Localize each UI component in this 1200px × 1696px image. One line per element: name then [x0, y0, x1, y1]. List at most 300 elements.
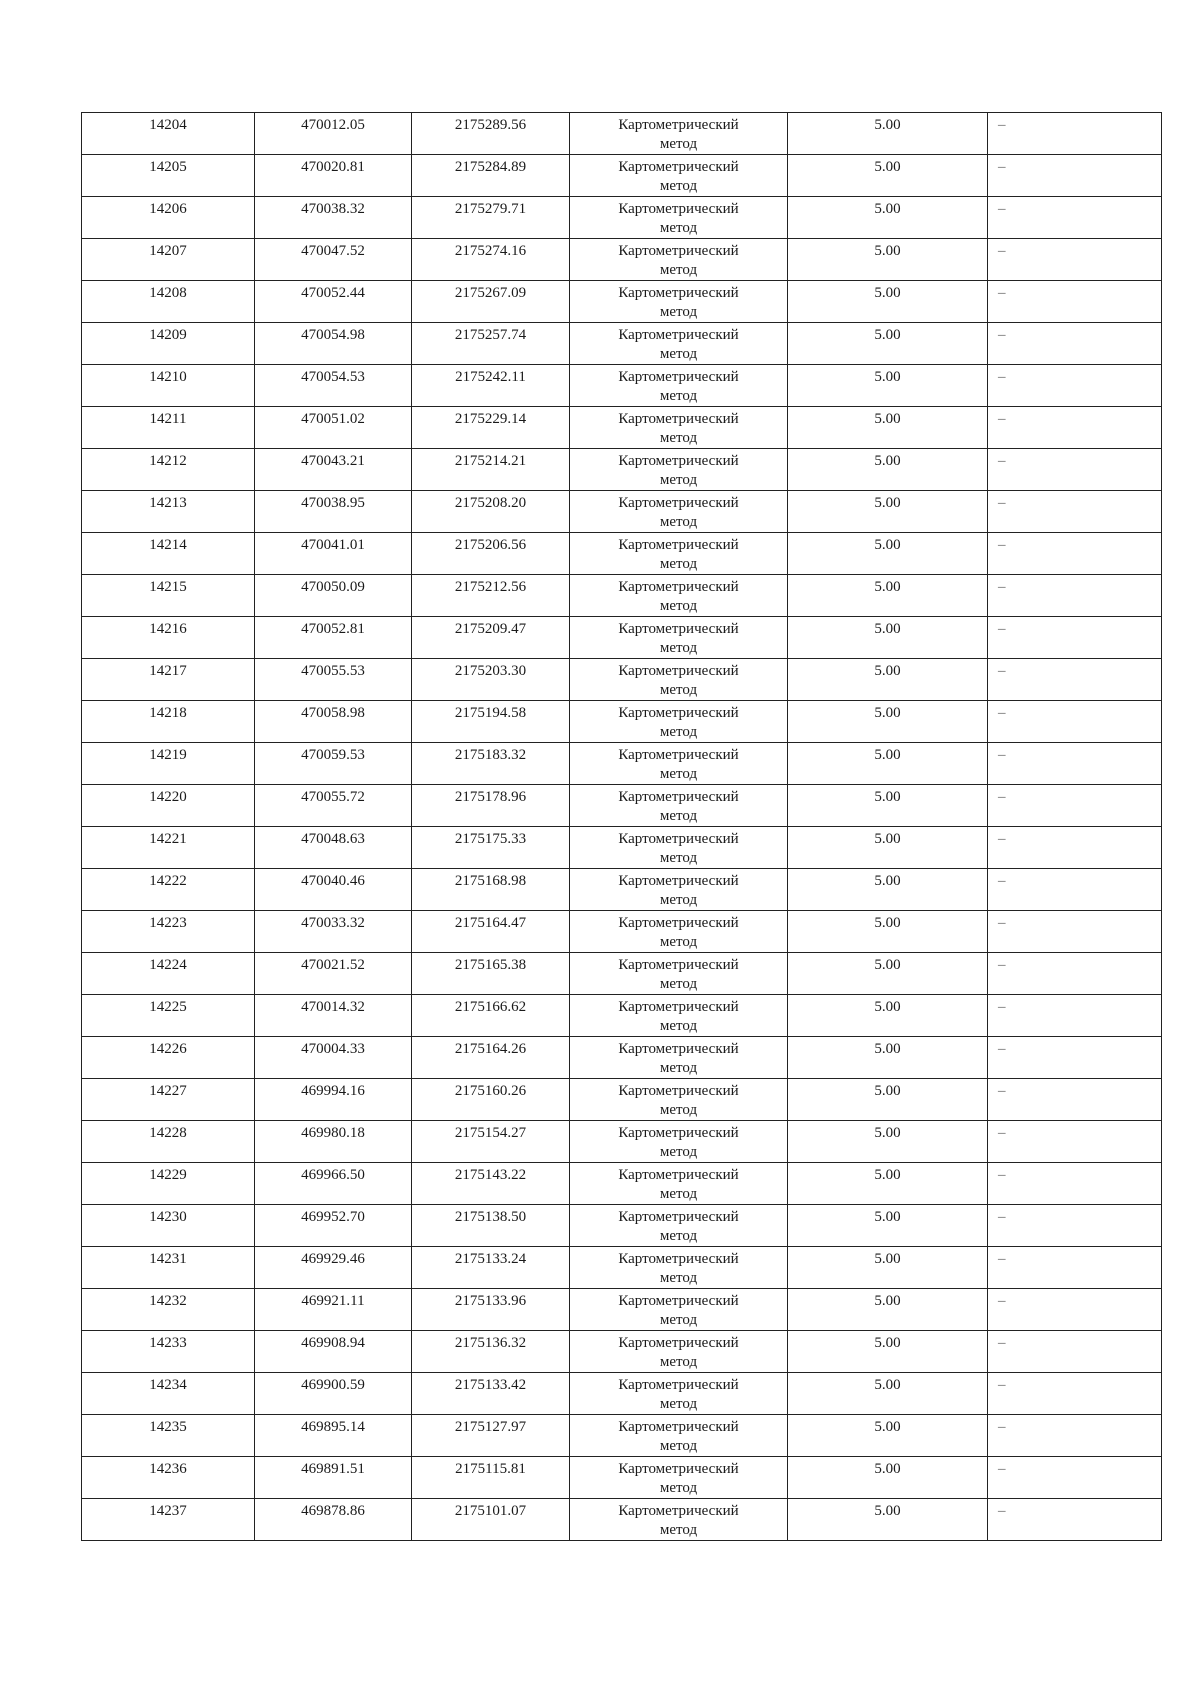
precision-cell: 5.00: [788, 1079, 988, 1121]
method-line-2: метод: [659, 1270, 698, 1286]
point-number-cell: 14223: [82, 911, 255, 953]
x-coordinate-cell: 470038.95: [255, 491, 412, 533]
method-cell: [570, 617, 788, 659]
note-cell: –: [988, 323, 1162, 365]
point-number-cell: 14212: [82, 449, 255, 491]
y-coordinate-cell: 2175257.74: [412, 323, 570, 365]
table-row: [82, 785, 1162, 827]
y-coordinate-cell: 2175289.56: [412, 113, 570, 155]
method-cell: [570, 1415, 788, 1457]
method-cell: [570, 1121, 788, 1163]
method-line-1: Картометрический: [618, 1293, 739, 1309]
method-line-2: метод: [659, 724, 698, 740]
method-cell: [570, 1037, 788, 1079]
table-row: [82, 449, 1162, 491]
note-cell: –: [988, 533, 1162, 575]
method-line-1: Картометрический: [618, 285, 739, 301]
method-line-2: метод: [659, 850, 698, 866]
precision-cell: 5.00: [788, 743, 988, 785]
method-line-1: Картометрический: [618, 873, 739, 889]
y-coordinate-cell: 2175214.21: [412, 449, 570, 491]
method-line-1: Картометрический: [618, 201, 739, 217]
precision-cell: 5.00: [788, 617, 988, 659]
precision-cell: 5.00: [788, 1457, 988, 1499]
y-coordinate-cell: 2175203.30: [412, 659, 570, 701]
y-coordinate-cell: 2175178.96: [412, 785, 570, 827]
y-coordinate-cell: 2175212.56: [412, 575, 570, 617]
x-coordinate-cell: 470055.53: [255, 659, 412, 701]
table-row: [82, 1079, 1162, 1121]
y-coordinate-cell: 2175175.33: [412, 827, 570, 869]
method-cell: [570, 1163, 788, 1205]
method-line-1: Картометрический: [618, 369, 739, 385]
method-line-2: метод: [659, 1480, 698, 1496]
method-cell: [570, 449, 788, 491]
y-coordinate-cell: 2175133.24: [412, 1247, 570, 1289]
note-cell: –: [988, 1415, 1162, 1457]
note-cell: –: [988, 449, 1162, 491]
x-coordinate-cell: 469994.16: [255, 1079, 412, 1121]
point-number-cell: 14231: [82, 1247, 255, 1289]
x-coordinate-cell: 470058.98: [255, 701, 412, 743]
note-cell: –: [988, 953, 1162, 995]
precision-cell: 5.00: [788, 491, 988, 533]
precision-cell: 5.00: [788, 1205, 988, 1247]
y-coordinate-cell: 2175209.47: [412, 617, 570, 659]
precision-cell: 5.00: [788, 701, 988, 743]
x-coordinate-cell: 470020.81: [255, 155, 412, 197]
point-number-cell: 14226: [82, 1037, 255, 1079]
note-cell: –: [988, 491, 1162, 533]
method-cell: [570, 1373, 788, 1415]
table-row: [82, 1247, 1162, 1289]
point-number-cell: 14207: [82, 239, 255, 281]
method-line-2: метод: [659, 304, 698, 320]
x-coordinate-cell: 470033.32: [255, 911, 412, 953]
x-coordinate-cell: 469966.50: [255, 1163, 412, 1205]
method-cell: [570, 1289, 788, 1331]
method-line-1: Картометрический: [618, 705, 739, 721]
method-line-1: Картометрический: [618, 159, 739, 175]
method-cell: [570, 533, 788, 575]
y-coordinate-cell: 2175133.96: [412, 1289, 570, 1331]
method-line-1: Картометрический: [618, 1377, 739, 1393]
precision-cell: 5.00: [788, 1037, 988, 1079]
x-coordinate-cell: 469952.70: [255, 1205, 412, 1247]
x-coordinate-cell: 470012.05: [255, 113, 412, 155]
method-line-1: Картометрический: [618, 411, 739, 427]
precision-cell: 5.00: [788, 1121, 988, 1163]
method-line-2: метод: [659, 808, 698, 824]
note-cell: –: [988, 1499, 1162, 1541]
coordinates-table-body: [82, 113, 1162, 1541]
table-row: [82, 1373, 1162, 1415]
point-number-cell: 14217: [82, 659, 255, 701]
precision-cell: 5.00: [788, 449, 988, 491]
note-cell: –: [988, 1289, 1162, 1331]
method-line-2: метод: [659, 976, 698, 992]
method-cell: [570, 1331, 788, 1373]
method-cell: [570, 365, 788, 407]
note-cell: –: [988, 827, 1162, 869]
point-number-cell: 14237: [82, 1499, 255, 1541]
method-line-1: Картометрический: [618, 1209, 739, 1225]
table-row: [82, 701, 1162, 743]
table-row: [82, 1037, 1162, 1079]
y-coordinate-cell: 2175115.81: [412, 1457, 570, 1499]
precision-cell: 5.00: [788, 281, 988, 323]
method-line-2: метод: [659, 1144, 698, 1160]
method-line-2: метод: [659, 514, 698, 530]
x-coordinate-cell: 470047.52: [255, 239, 412, 281]
x-coordinate-cell: 469891.51: [255, 1457, 412, 1499]
precision-cell: 5.00: [788, 407, 988, 449]
method-line-1: Картометрический: [618, 621, 739, 637]
point-number-cell: 14221: [82, 827, 255, 869]
y-coordinate-cell: 2175183.32: [412, 743, 570, 785]
method-line-2: метод: [659, 388, 698, 404]
x-coordinate-cell: 470041.01: [255, 533, 412, 575]
y-coordinate-cell: 2175274.16: [412, 239, 570, 281]
table-row: [82, 1499, 1162, 1541]
table-row: [82, 995, 1162, 1037]
method-line-1: Картометрический: [618, 999, 739, 1015]
precision-cell: 5.00: [788, 1247, 988, 1289]
method-line-2: метод: [659, 1186, 698, 1202]
y-coordinate-cell: 2175168.98: [412, 869, 570, 911]
table-row: [82, 155, 1162, 197]
method-cell: [570, 323, 788, 365]
y-coordinate-cell: 2175143.22: [412, 1163, 570, 1205]
note-cell: –: [988, 659, 1162, 701]
method-cell: [570, 827, 788, 869]
note-cell: –: [988, 995, 1162, 1037]
y-coordinate-cell: 2175101.07: [412, 1499, 570, 1541]
method-line-1: Картометрический: [618, 915, 739, 931]
table-row: [82, 407, 1162, 449]
method-line-2: метод: [659, 262, 698, 278]
note-cell: –: [988, 155, 1162, 197]
method-line-2: метод: [659, 892, 698, 908]
precision-cell: 5.00: [788, 1163, 988, 1205]
note-cell: –: [988, 365, 1162, 407]
method-line-2: метод: [659, 556, 698, 572]
x-coordinate-cell: 470004.33: [255, 1037, 412, 1079]
method-line-1: Картометрический: [618, 1083, 739, 1099]
x-coordinate-cell: 469929.46: [255, 1247, 412, 1289]
point-number-cell: 14219: [82, 743, 255, 785]
point-number-cell: 14208: [82, 281, 255, 323]
y-coordinate-cell: 2175136.32: [412, 1331, 570, 1373]
table-row: [82, 617, 1162, 659]
point-number-cell: 14232: [82, 1289, 255, 1331]
method-cell: [570, 785, 788, 827]
method-cell: [570, 659, 788, 701]
method-line-1: Картометрический: [618, 1125, 739, 1141]
x-coordinate-cell: 470052.44: [255, 281, 412, 323]
x-coordinate-cell: 470050.09: [255, 575, 412, 617]
point-number-cell: 14222: [82, 869, 255, 911]
method-cell: [570, 995, 788, 1037]
note-cell: –: [988, 1373, 1162, 1415]
point-number-cell: 14210: [82, 365, 255, 407]
method-line-1: Картометрический: [618, 327, 739, 343]
y-coordinate-cell: 2175284.89: [412, 155, 570, 197]
note-cell: –: [988, 1079, 1162, 1121]
point-number-cell: 14204: [82, 113, 255, 155]
point-number-cell: 14214: [82, 533, 255, 575]
table-row: [82, 323, 1162, 365]
precision-cell: 5.00: [788, 995, 988, 1037]
method-line-1: Картометрический: [618, 1419, 739, 1435]
y-coordinate-cell: 2175208.20: [412, 491, 570, 533]
x-coordinate-cell: 470021.52: [255, 953, 412, 995]
precision-cell: 5.00: [788, 1415, 988, 1457]
table-row: [82, 953, 1162, 995]
method-line-2: метод: [659, 1396, 698, 1412]
table-row: [82, 113, 1162, 155]
precision-cell: 5.00: [788, 911, 988, 953]
precision-cell: 5.00: [788, 1331, 988, 1373]
table-row: [82, 533, 1162, 575]
method-cell: [570, 155, 788, 197]
precision-cell: 5.00: [788, 239, 988, 281]
point-number-cell: 14218: [82, 701, 255, 743]
x-coordinate-cell: 469921.11: [255, 1289, 412, 1331]
method-line-1: Картометрический: [618, 453, 739, 469]
method-cell: [570, 491, 788, 533]
table-row: [82, 911, 1162, 953]
method-cell: [570, 197, 788, 239]
x-coordinate-cell: 470054.98: [255, 323, 412, 365]
method-line-1: Картометрический: [618, 117, 739, 133]
x-coordinate-cell: 469980.18: [255, 1121, 412, 1163]
method-line-1: Картометрический: [618, 1461, 739, 1477]
y-coordinate-cell: 2175164.26: [412, 1037, 570, 1079]
table-row: [82, 197, 1162, 239]
note-cell: –: [988, 911, 1162, 953]
note-cell: –: [988, 743, 1162, 785]
x-coordinate-cell: 469878.86: [255, 1499, 412, 1541]
precision-cell: 5.00: [788, 827, 988, 869]
method-line-1: Картометрический: [618, 579, 739, 595]
method-line-2: метод: [659, 178, 698, 194]
x-coordinate-cell: 470038.32: [255, 197, 412, 239]
precision-cell: 5.00: [788, 953, 988, 995]
point-number-cell: 14225: [82, 995, 255, 1037]
precision-cell: 5.00: [788, 1373, 988, 1415]
table-row: [82, 1163, 1162, 1205]
point-number-cell: 14215: [82, 575, 255, 617]
method-line-2: метод: [659, 346, 698, 362]
note-cell: –: [988, 575, 1162, 617]
precision-cell: 5.00: [788, 1499, 988, 1541]
y-coordinate-cell: 2175229.14: [412, 407, 570, 449]
method-line-2: метод: [659, 136, 698, 152]
x-coordinate-cell: 470051.02: [255, 407, 412, 449]
table-row: [82, 491, 1162, 533]
point-number-cell: 14233: [82, 1331, 255, 1373]
table-row: [82, 1121, 1162, 1163]
method-cell: [570, 743, 788, 785]
method-line-1: Картометрический: [618, 1251, 739, 1267]
precision-cell: 5.00: [788, 1289, 988, 1331]
method-cell: [570, 407, 788, 449]
note-cell: –: [988, 1331, 1162, 1373]
table-row: [82, 281, 1162, 323]
table-row: [82, 1205, 1162, 1247]
x-coordinate-cell: 470043.21: [255, 449, 412, 491]
table-row: [82, 827, 1162, 869]
x-coordinate-cell: 469895.14: [255, 1415, 412, 1457]
method-line-1: Картометрический: [618, 1041, 739, 1057]
precision-cell: 5.00: [788, 323, 988, 365]
point-number-cell: 14220: [82, 785, 255, 827]
coordinates-table: [81, 112, 1162, 1541]
method-line-2: метод: [659, 1102, 698, 1118]
note-cell: –: [988, 1037, 1162, 1079]
method-line-2: метод: [659, 766, 698, 782]
point-number-cell: 14228: [82, 1121, 255, 1163]
method-line-2: метод: [659, 1354, 698, 1370]
point-number-cell: 14224: [82, 953, 255, 995]
note-cell: –: [988, 1247, 1162, 1289]
y-coordinate-cell: 2175160.26: [412, 1079, 570, 1121]
method-cell: [570, 911, 788, 953]
method-cell: [570, 953, 788, 995]
table-row: [82, 1331, 1162, 1373]
note-cell: –: [988, 1457, 1162, 1499]
table-row: [82, 365, 1162, 407]
table-row: [82, 1415, 1162, 1457]
precision-cell: 5.00: [788, 533, 988, 575]
table-row: [82, 1289, 1162, 1331]
method-line-1: Картометрический: [618, 957, 739, 973]
y-coordinate-cell: 2175166.62: [412, 995, 570, 1037]
x-coordinate-cell: 470054.53: [255, 365, 412, 407]
point-number-cell: 14216: [82, 617, 255, 659]
method-line-2: метод: [659, 934, 698, 950]
x-coordinate-cell: 470055.72: [255, 785, 412, 827]
x-coordinate-cell: 470052.81: [255, 617, 412, 659]
method-cell: [570, 1079, 788, 1121]
x-coordinate-cell: 469908.94: [255, 1331, 412, 1373]
x-coordinate-cell: 470059.53: [255, 743, 412, 785]
method-line-2: метод: [659, 430, 698, 446]
y-coordinate-cell: 2175206.56: [412, 533, 570, 575]
table-row: [82, 743, 1162, 785]
point-number-cell: 14211: [82, 407, 255, 449]
method-cell: [570, 1247, 788, 1289]
y-coordinate-cell: 2175242.11: [412, 365, 570, 407]
note-cell: –: [988, 281, 1162, 323]
point-number-cell: 14234: [82, 1373, 255, 1415]
table-row: [82, 575, 1162, 617]
note-cell: –: [988, 869, 1162, 911]
precision-cell: 5.00: [788, 575, 988, 617]
note-cell: –: [988, 197, 1162, 239]
point-number-cell: 14235: [82, 1415, 255, 1457]
method-cell: [570, 1499, 788, 1541]
note-cell: –: [988, 701, 1162, 743]
note-cell: –: [988, 113, 1162, 155]
point-number-cell: 14209: [82, 323, 255, 365]
y-coordinate-cell: 2175165.38: [412, 953, 570, 995]
y-coordinate-cell: 2175164.47: [412, 911, 570, 953]
precision-cell: 5.00: [788, 113, 988, 155]
method-line-2: метод: [659, 472, 698, 488]
method-line-1: Картометрический: [618, 1503, 739, 1519]
note-cell: –: [988, 1205, 1162, 1247]
table-row: [82, 1457, 1162, 1499]
precision-cell: 5.00: [788, 869, 988, 911]
note-cell: –: [988, 617, 1162, 659]
method-line-1: Картометрический: [618, 663, 739, 679]
note-cell: –: [988, 1121, 1162, 1163]
table-row: [82, 659, 1162, 701]
method-line-2: метод: [659, 640, 698, 656]
method-cell: [570, 575, 788, 617]
method-cell: [570, 1457, 788, 1499]
precision-cell: 5.00: [788, 197, 988, 239]
method-cell: [570, 281, 788, 323]
note-cell: –: [988, 785, 1162, 827]
method-cell: [570, 869, 788, 911]
precision-cell: 5.00: [788, 785, 988, 827]
x-coordinate-cell: 470014.32: [255, 995, 412, 1037]
note-cell: –: [988, 239, 1162, 281]
point-number-cell: 14227: [82, 1079, 255, 1121]
x-coordinate-cell: 470040.46: [255, 869, 412, 911]
method-line-1: Картометрический: [618, 537, 739, 553]
x-coordinate-cell: 469900.59: [255, 1373, 412, 1415]
y-coordinate-cell: 2175133.42: [412, 1373, 570, 1415]
note-cell: –: [988, 1163, 1162, 1205]
point-number-cell: 14213: [82, 491, 255, 533]
point-number-cell: 14236: [82, 1457, 255, 1499]
table-row: [82, 869, 1162, 911]
y-coordinate-cell: 2175154.27: [412, 1121, 570, 1163]
method-line-1: Картометрический: [618, 495, 739, 511]
method-line-2: метод: [659, 1312, 698, 1328]
method-line-2: метод: [659, 1060, 698, 1076]
method-line-2: метод: [659, 682, 698, 698]
y-coordinate-cell: 2175194.58: [412, 701, 570, 743]
y-coordinate-cell: 2175279.71: [412, 197, 570, 239]
method-line-2: метод: [659, 1522, 698, 1538]
precision-cell: 5.00: [788, 659, 988, 701]
y-coordinate-cell: 2175138.50: [412, 1205, 570, 1247]
point-number-cell: 14229: [82, 1163, 255, 1205]
y-coordinate-cell: 2175267.09: [412, 281, 570, 323]
y-coordinate-cell: 2175127.97: [412, 1415, 570, 1457]
method-line-2: метод: [659, 1438, 698, 1454]
method-cell: [570, 1205, 788, 1247]
point-number-cell: 14206: [82, 197, 255, 239]
method-line-1: Картометрический: [618, 1335, 739, 1351]
method-line-1: Картометрический: [618, 1167, 739, 1183]
method-cell: [570, 701, 788, 743]
precision-cell: 5.00: [788, 155, 988, 197]
method-line-2: метод: [659, 1018, 698, 1034]
x-coordinate-cell: 470048.63: [255, 827, 412, 869]
method-cell: [570, 113, 788, 155]
method-line-1: Картометрический: [618, 747, 739, 763]
method-line-2: метод: [659, 1228, 698, 1244]
method-line-2: метод: [659, 598, 698, 614]
note-cell: –: [988, 407, 1162, 449]
precision-cell: 5.00: [788, 365, 988, 407]
